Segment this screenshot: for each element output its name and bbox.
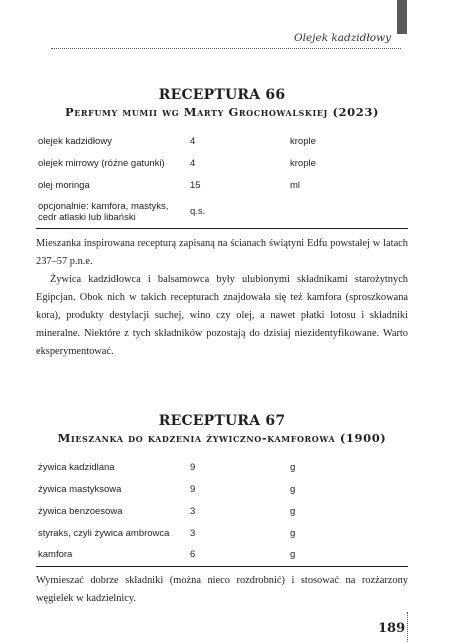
ingredient-name: żywica kadzidlana (38, 461, 115, 473)
table-row (36, 196, 408, 228)
footer-dotted-rule (407, 612, 408, 642)
table-row (36, 522, 408, 544)
running-head-title: Olejek kadzidłowy (294, 32, 391, 44)
paragraph: Wymieszać dobrze składniki (można nieco rozdrobnić) i stosować na rozżarzony węgielek w kadzielnicy. (36, 574, 408, 604)
recipe-subtitle: Mieszanka do kadzenia żywiczno-kamforowa (1900) (57, 431, 387, 445)
ingredient-name-line2: cedr atlaski lub libański (38, 211, 136, 223)
table-row (36, 544, 408, 566)
ingredient-unit: ml (290, 179, 301, 191)
ingredient-amount: 4 (190, 135, 196, 147)
ingredient-name: styraks, czyli żywica ambrowca (38, 527, 170, 539)
ingredient-table (36, 130, 408, 229)
ingredient-unit: g (290, 527, 296, 539)
table-row (36, 174, 408, 196)
recipe-title: RECEPTURA 66 (158, 87, 286, 103)
ingredient-amount: 9 (190, 483, 196, 495)
recipe-description (36, 235, 408, 361)
paragraph: Mieszanka inspirowana recepturą zapisaną na ścianach świątyni Edfu powstałej w latach 237–57 p.n.e. (36, 237, 408, 267)
chapter-tab-marker (397, 0, 407, 34)
table-row (36, 152, 408, 174)
ingredient-unit: g (290, 461, 296, 473)
ingredient-name: olej moringa (38, 179, 90, 191)
ingredient-unit (288, 196, 408, 228)
ingredient-amount: 15 (190, 179, 201, 191)
ingredient-amount: 6 (188, 544, 288, 566)
recipe-subtitle: Perfumy mumii wg Marty Grochowalskiej (2023) (64, 105, 379, 119)
ingredient-amount: 4 (190, 157, 196, 169)
ingredient-name: kamfora (36, 544, 188, 566)
ingredient-unit: g (290, 505, 296, 517)
header-dotted-rule (51, 48, 401, 49)
recipe-67 (36, 412, 408, 608)
ingredient-unit: g (290, 483, 296, 495)
paragraph: Żywica kadzidłowca i balsamowca były ulubionymi składnikami starożytnych Egipcjan. Obok nich w takich recepturach znajdowała się też kamfora (sproszkowana kora), produkty destylacji suchej, wino czy olej, a nawet płatki lotosu i składniki mineralne. Niektóre z tych składników pozostają do dzisiaj niezidentyfikowane. Warto eksperymentować. (36, 273, 408, 357)
page-number: 189 (378, 621, 406, 636)
ingredient-name: olejek mirrowy (różne gatunki) (38, 157, 165, 169)
ingredient-name: żywica benzoesowa (38, 505, 123, 517)
ingredient-name: żywica mastyksowa (38, 483, 122, 495)
ingredient-amount: q.s. (188, 196, 288, 228)
ingredient-name-line1: opcjonalnie: kamfora, mastyks, (38, 200, 169, 212)
ingredient-unit: krople (290, 157, 316, 169)
ingredient-table (36, 456, 408, 567)
ingredient-amount: 9 (190, 461, 196, 473)
recipe-description (36, 572, 408, 608)
recipe-title: RECEPTURA 67 (158, 413, 286, 429)
table-row (36, 130, 408, 152)
ingredient-unit: g (288, 544, 408, 566)
ingredient-unit: krople (290, 135, 316, 147)
table-row (36, 500, 408, 522)
ingredient-amount: 3 (190, 527, 196, 539)
ingredient-name (36, 196, 188, 228)
table-row (36, 456, 408, 478)
ingredient-amount: 3 (190, 505, 196, 517)
ingredient-name: olejek kadzidłowy (38, 135, 112, 147)
recipe-66 (36, 86, 408, 361)
table-row (36, 478, 408, 500)
